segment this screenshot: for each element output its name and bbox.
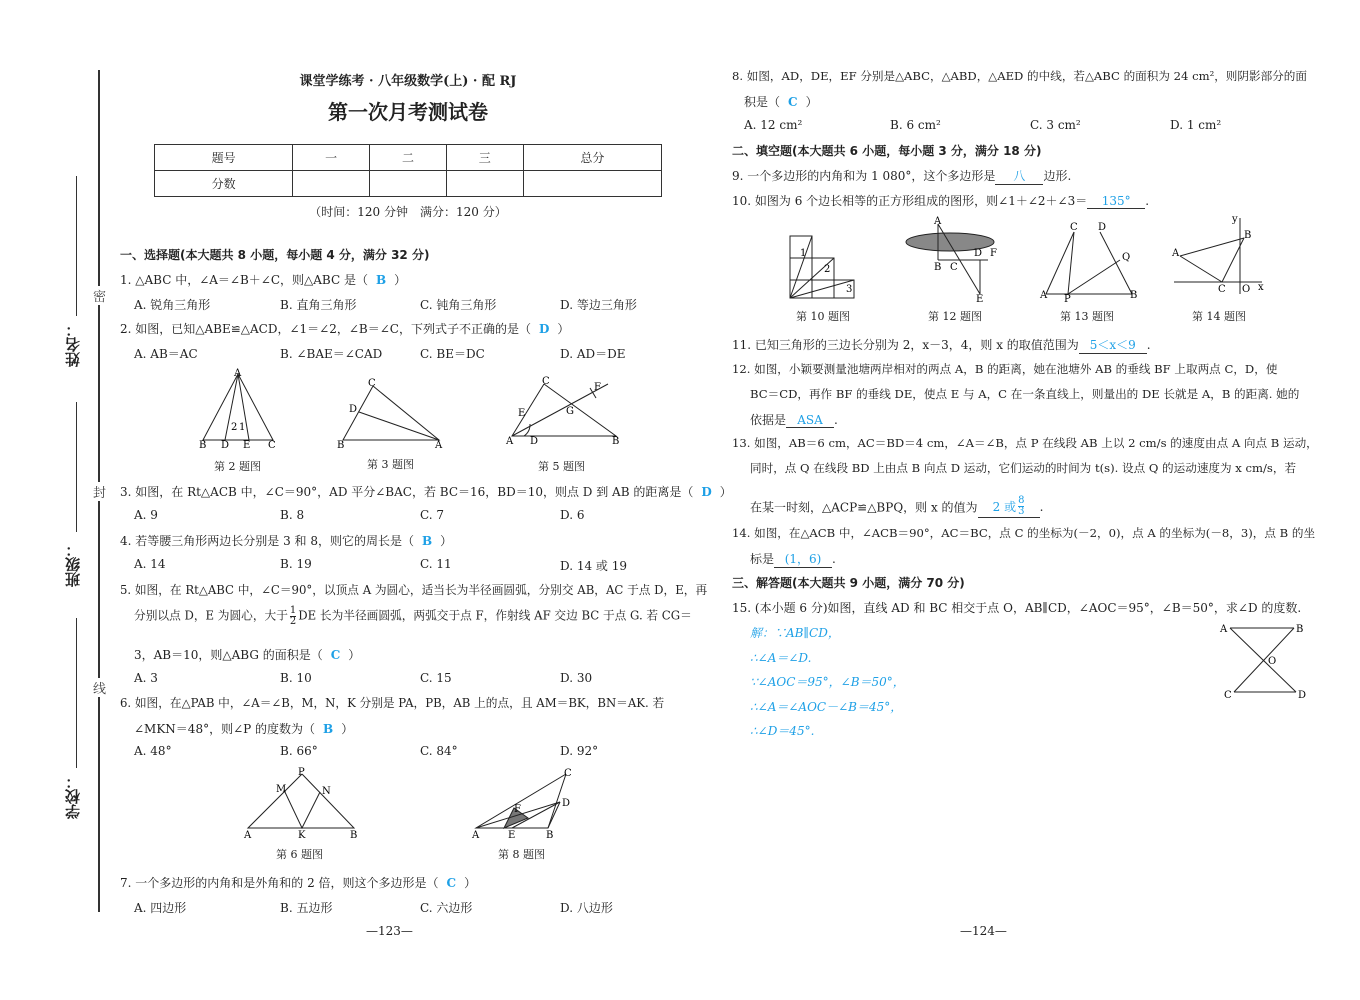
q10-end: . [1145,194,1150,208]
svg-text:1: 1 [800,248,807,259]
figure-q6-caption: 第 6 题图 [276,848,323,861]
figure-q2-caption: 第 2 题图 [214,460,261,473]
q7-option-c: C. 六边形 [420,901,473,915]
q6-answer: B [323,722,334,736]
figure-q14 [1170,212,1268,298]
svg-text:A: A [1172,248,1180,259]
q8-text: 积是（ [744,95,781,109]
figure-q10-caption: 第 10 题图 [796,310,850,323]
svg-text:B: B [1244,230,1252,241]
figure-q13 [1038,220,1144,304]
svg-text:F: F [594,382,601,393]
svg-text:D: D [530,436,539,447]
q1-stem [120,271,406,288]
svg-text:A: A [435,440,443,450]
svg-text:A: A [244,830,252,841]
q3-answer: D [701,485,712,499]
figure-q6 [240,766,366,842]
q5-line-2a: 分别以点 D，E 为圆心，大于 [134,608,288,623]
q12-line-3 [750,411,838,428]
q11-answer-blank: 5＜x＜9 [1079,336,1147,354]
figure-q2 [195,368,285,450]
q5-line-2 [134,606,692,627]
score-header-cell: 总分 [523,145,661,171]
score-header-cell: 题号 [155,145,293,171]
svg-text:B: B [337,440,345,450]
q4-option-b: B. 19 [280,557,312,571]
q6-close: ） [341,722,354,736]
q3-option-b: B. 8 [280,508,305,522]
q2-option-b: B. ∠BAE＝∠CAD [280,347,383,361]
svg-text:F: F [990,248,997,259]
q11 [732,336,1151,354]
q9-end: 边形. [1043,169,1072,183]
svg-text:C: C [1224,690,1232,701]
figure-q5 [504,374,624,452]
figure-q10 [786,228,860,302]
svg-text:K: K [298,830,306,841]
svg-text:B: B [1296,624,1304,635]
q5-line-3 [134,646,360,663]
svg-text:D: D [974,248,983,259]
q7-option-b: B. 五边形 [280,901,333,915]
svg-text:y: y [1232,214,1238,225]
svg-text:C: C [1218,284,1226,295]
section-3-title: 三、解答题(本大题共 9 小题，满分 70 分) [732,576,965,590]
q14-text: 标是 [750,552,775,566]
q1-option-c: C. 钝角三角形 [420,298,497,312]
q10 [732,192,1149,209]
score-cell[interactable] [293,171,370,197]
svg-text:A: A [234,368,242,379]
q5-fraction [290,606,296,627]
q8-close: ） [805,95,818,109]
svg-text:G: G [566,406,574,417]
q4-close: ） [440,534,453,548]
q15-solution-line: ∴∠D＝45°. [750,724,815,738]
q3-option-a: A. 9 [134,508,158,522]
q1-option-a: A. 锐角三角形 [134,298,211,312]
q6-line-1: 6. 如图，在△PAB 中，∠A＝∠B，M，N，K 分别是 PA，PB，AB 上的点，且 AM＝BK，BN＝AK. 若 [120,696,665,710]
svg-text:F: F [514,804,521,815]
figure-q8 [468,766,578,842]
q3-text: 3. 如图，在 Rt△ACB 中，∠C＝90°，AD 平分∠BAC，若 BC＝16，BD＝10，则点 D 到 AB 的距离是（ [120,485,694,499]
q10-text: 10. 如图为 6 个边长相等的正方形组成的图形，则∠1＋∠2＋∠3＝ [732,194,1088,208]
q13-line-2: 同时，点 Q 在线段 BD 上由点 B 向点 D 运动，它们运动的时间为 t(s). 设点 Q 的运动速度为 x cm/s，若 [750,461,1297,475]
q2-close: ） [557,322,570,336]
q8-line-1: 8. 如图，AD，DE，EF 分别是△ABC，△ABD，△AED 的中线，若△ABC 的面积为 24 cm²，则阴影部分的面 [732,69,1307,83]
q7-option-a: A. 四边形 [134,901,187,915]
figure-q13-caption: 第 13 题图 [1060,310,1114,323]
page-title: 第一次月考测试卷 [328,100,488,124]
svg-text:D: D [1298,690,1307,701]
q9-text: 9. 一个多边形的内角和为 1 080°，这个多边形是 [732,169,996,183]
q14-end: . [832,552,836,566]
q1-text: 1. △ABC 中，∠A＝∠B＋∠C，则△ABC 是（ [120,273,368,287]
q6-option-a: A. 48° [134,744,172,758]
q7-close: ） [464,876,477,890]
svg-text:A: A [472,830,480,841]
score-header-row [155,145,662,171]
q11-end: . [1146,338,1151,352]
q2-stem [120,320,569,337]
svg-text:B: B [934,262,942,273]
q4-option-c: C. 11 [420,557,452,571]
figure-q3 [335,378,450,450]
q3-option-c: C. 7 [420,508,445,522]
q14-answer-blank: (1，6) [774,550,832,568]
q5-frac-den: 2 [289,616,297,627]
q7-text: 7. 一个多边形的内角和是外角和的 2 倍，则这个多边形是（ [120,876,439,890]
svg-text:2: 2 [231,422,238,433]
q13-frac-den: 3 [1018,506,1025,517]
svg-text:E: E [976,294,984,304]
svg-text:B: B [199,440,207,450]
svg-text:2: 2 [824,264,831,275]
q2-option-c: C. BE＝DC [420,347,485,361]
svg-text:O: O [1268,656,1277,667]
figure-q15 [1216,618,1312,704]
svg-text:C: C [1070,222,1078,233]
q12-end: . [834,413,838,427]
q13-answer-int: 2 或 [992,500,1017,514]
class-underline [76,402,77,532]
class-label: 班级： [64,542,82,587]
q5-text: 3，AB＝10，则△ABG 的面积是（ [134,648,323,662]
q3-stem [120,483,732,500]
school-label: 学校： [64,774,82,819]
q7-answer: C [446,876,457,890]
svg-text:A: A [1040,290,1048,301]
q15-solution-line: ∵∠AOC＝95°，∠B＝50°， [750,675,905,689]
q4-text: 4. 若等腰三角形两边长分别是 3 和 8，则它的周长是（ [120,534,414,548]
figure-q12-caption: 第 12 题图 [928,310,982,323]
q15-stem: 15. (本小题 6 分)如图，直线 AD 和 BC 相交于点 O，AB∥CD，∠AOC＝95°，∠B＝50°，求∠D 的度数. [732,601,1302,615]
svg-text:x: x [1258,282,1264,293]
q13-answer-blank [978,496,1040,518]
q13-frac-num: 8 [1018,495,1025,506]
q4-stem [120,532,452,549]
q6-option-b: B. 66° [280,744,318,758]
svg-text:B: B [612,436,620,447]
q12-line-1: 12. 如图，小颖要测量池塘两岸相对的两点 A，B 的距离，她在池塘外 AB 的垂线 BF 上取两点 C，D，使 [732,362,1278,376]
q5-option-b: B. 10 [280,671,312,685]
q6-option-c: C. 84° [420,744,458,758]
svg-text:C: C [542,376,550,387]
q12-text: 依据是 [750,413,787,427]
q13-end: . [1039,500,1044,514]
q8-option-b: B. 6 cm² [890,118,941,132]
name-underline [76,176,77,316]
score-header-cell: 二 [370,145,447,171]
score-cell[interactable] [446,171,523,197]
series-title: 课堂学练考 · 八年级数学(上) · 配 RJ [299,74,517,89]
svg-text:C: C [268,440,276,450]
svg-text:D: D [562,798,571,809]
figure-q3-caption: 第 3 题图 [367,458,414,471]
q6-line-2 [134,720,353,737]
q2-option-d: D. AD＝DE [560,347,626,361]
q1-option-b: B. 直角三角形 [280,298,357,312]
q15-solution-line: ∴∠A＝∠D. [750,651,812,665]
score-value-row [155,171,662,197]
score-cell[interactable] [523,171,661,197]
q14-line-1: 14. 如图，在△ACB 中，∠ACB＝90°，AC＝BC，点 C 的坐标为(－2，0)，点 A 的坐标为(－8，3)，点 B 的坐 [732,526,1316,540]
q15-solution-line: 解：∵AB∥CD， [750,626,840,640]
figure-q5-caption: 第 5 题图 [538,460,585,473]
q2-option-a: A. AB＝AC [134,347,198,361]
svg-text:D: D [1098,222,1107,233]
q9 [732,167,1071,185]
q5-option-a: A. 3 [134,671,158,685]
q13-line-1: 13. 如图，AB＝6 cm，AC＝BD＝4 cm，∠A＝∠B，点 P 在线段 AB 上以 2 cm/s 的速度由点 A 向点 B 运动， [732,436,1318,450]
q13-line-3 [750,496,1043,518]
seal-feng: 封 [93,482,106,501]
q5-close: ） [348,648,361,662]
q10-answer-blank: 135° [1087,194,1145,209]
q1-option-d: D. 等边三角形 [560,298,637,312]
q5-answer: C [330,648,341,662]
q8-line-2 [744,93,818,110]
page-number-right: —124— [960,924,1007,938]
q6-option-d: D. 92° [560,744,599,758]
figure-q8-caption: 第 8 题图 [498,848,545,861]
svg-text:M: M [276,784,287,795]
svg-text:D: D [349,404,358,415]
q15-solution-line: ∴∠A＝∠AOC－∠B＝45°， [750,700,903,714]
q7-option-d: D. 八边形 [560,901,613,915]
svg-text:Q: Q [1122,252,1131,263]
q5-line-2b: DE 长为半径画圆弧，两弧交于点 F，作射线 AF 交边 BC 于点 G. 若 CG＝ [298,608,692,623]
section-1-title: 一、选择题(本大题共 8 小题，每小题 4 分，满分 32 分) [120,248,430,262]
svg-text:N: N [322,786,331,797]
school-underline [76,618,77,768]
svg-text:B: B [1130,290,1138,301]
q2-text: 2. 如图，已知△ABE≌△ACD，∠1＝∠2，∠B＝∠C，下列式子不正确的是（ [120,322,531,336]
score-header-cell: 一 [293,145,370,171]
svg-text:E: E [508,830,516,841]
q13-answer-frac [1018,496,1024,517]
q13-text: 在某一时刻，△ACP≌△BPQ，则 x 的值为 [750,500,978,515]
svg-text:P: P [1064,294,1071,304]
q3-close: ） [719,485,732,499]
q8-option-d: D. 1 cm² [1170,118,1222,132]
q6-text: ∠MKN＝48°，则∠P 的度数为（ [134,722,316,736]
svg-text:A: A [1220,624,1228,635]
svg-text:3: 3 [846,284,853,295]
q2-answer: D [538,322,550,336]
score-cell[interactable] [370,171,447,197]
q4-option-d: D. 14 或 19 [560,559,627,573]
svg-text:C: C [564,768,572,779]
name-label: 姓名： [64,322,82,367]
q14-line-2 [750,550,836,568]
q1-answer: B [375,273,387,287]
q5-frac-num: 1 [289,605,297,616]
seal-xian: 线 [93,678,106,697]
svg-text:C: C [368,378,376,389]
svg-text:A: A [506,436,514,447]
q8-option-a: A. 12 cm² [744,118,803,132]
svg-text:A: A [934,216,942,227]
svg-text:P: P [298,767,305,778]
q12-answer-blank: ASA [786,413,834,428]
time-note: （时间：120 分钟 满分：120 分） [309,205,507,219]
svg-text:C: C [950,262,958,273]
q4-answer: B [421,534,433,548]
q9-answer-blank: 八 [995,167,1043,185]
q7-stem [120,874,476,891]
q8-option-c: C. 3 cm² [1030,118,1081,132]
score-row-label: 分数 [155,171,293,197]
q5-option-c: C. 15 [420,671,452,685]
q1-close: ） [394,273,407,287]
svg-text:E: E [518,408,526,419]
q3-option-d: D. 6 [560,508,585,522]
q8-answer: C [788,95,798,109]
score-header-cell: 三 [446,145,523,171]
svg-text:B: B [350,830,358,841]
q12-line-2: BC＝CD，再作 BF 的垂线 DE，使点 E 与 A，C 在一条直线上，则量出的 DE 长就是 A，B 的距离. 她的 [750,387,1300,401]
section-2-title: 二、填空题(本大题共 6 小题，每小题 3 分，满分 18 分) [732,144,1042,158]
q5-option-d: D. 30 [560,671,593,685]
svg-text:1: 1 [239,422,246,433]
svg-text:D: D [221,440,230,450]
figure-q14-caption: 第 14 题图 [1192,310,1246,323]
seal-mi: 密 [93,286,106,305]
page-number-left: —123— [366,924,413,938]
q11-text: 11. 已知三角形的三边长分别为 2，x－3，4，则 x 的取值范围为 [732,338,1079,352]
svg-text:O: O [1242,284,1251,295]
svg-text:E: E [243,440,251,450]
svg-text:B: B [546,830,554,841]
score-table [154,144,662,197]
q4-option-a: A. 14 [134,557,166,571]
q5-line-1: 5. 如图，在 Rt△ABC 中，∠C＝90°，以顶点 A 为圆心，适当长为半径画圆弧，分别交 AB，AC 于点 D，E，再 [120,583,708,597]
figure-q12 [900,216,1010,304]
